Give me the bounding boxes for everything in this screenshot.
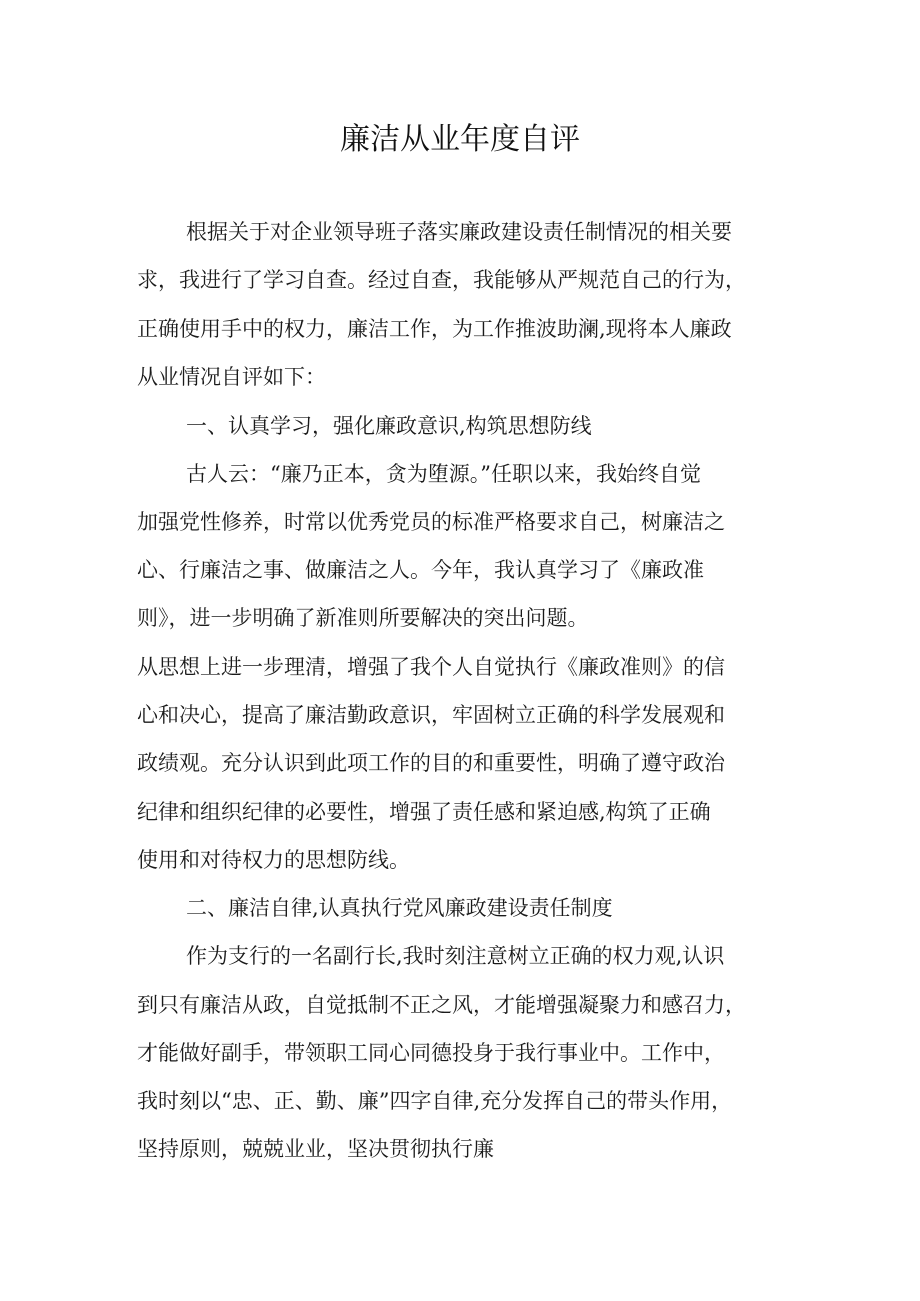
paragraph-line: 作为支行的一名副行长,我时刻注意树立正确的权力观,认识	[186, 944, 725, 968]
paragraph-line: 才能做好副手，带领职工同心同德投身于我行事业中。工作中，	[137, 1041, 725, 1065]
paragraph-line: 根据关于对企业领导班子落实廉政建设责任制情况的相关要	[186, 220, 732, 244]
paragraph-line: 坚持原则，兢兢业业，坚决贯彻执行廉	[137, 1137, 494, 1161]
paragraph-line: 纪律和组织纪律的必要性，增强了责任感和紧迫感,构筑了正确	[137, 800, 711, 824]
paragraph-line: 求，我进行了学习自查。经过自查，我能够从严规范自己的行为，	[137, 268, 746, 292]
paragraph-line: 我时刻以“忠、正、勤、廉”四字自律,充分发挥自己的带头作用，	[137, 1089, 733, 1113]
paragraph-line: 政绩观。充分认识到此项工作的目的和重要性，明确了遵守政治	[137, 751, 725, 775]
section-heading: 一、认真学习，强化廉政意识,构筑思想防线	[186, 414, 592, 438]
paragraph-line: 心、行廉洁之事、做廉洁之人。今年，我认真学习了《廉政准	[137, 558, 704, 582]
paragraph-line: 从业情况自评如下：	[137, 365, 326, 389]
paragraph-line: 加强党性修养，时常以优秀党员的标准严格要求自己，树廉洁之	[137, 510, 725, 534]
paragraph-line: 则》，进一步明确了新准则所要解决的突出问题。	[137, 606, 589, 630]
document-title: 廉洁从业年度自评	[340, 122, 580, 157]
paragraph-line: 从思想上进一步理清，增强了我个人自觉执行《廉政准则》的信	[137, 655, 725, 679]
paragraph-line: 使用和对待权力的思想防线。	[137, 848, 410, 872]
paragraph-line: 心和决心，提高了廉洁勤政意识，牢固树立正确的科学发展观和	[137, 703, 725, 727]
paragraph-line: 古人云：“廉乃正本，贪为堕源。”任职以来，我始终自觉	[186, 462, 701, 486]
paragraph-line: 正确使用手中的权力，廉洁工作，为工作推波助澜,现将本人廉政	[137, 317, 732, 341]
paragraph-line: 到只有廉洁从政，自觉抵制不正之风，才能增强凝聚力和感召力，	[137, 993, 746, 1017]
section-heading: 二、廉洁自律,认真执行党风廉政建设责任制度	[186, 896, 613, 920]
